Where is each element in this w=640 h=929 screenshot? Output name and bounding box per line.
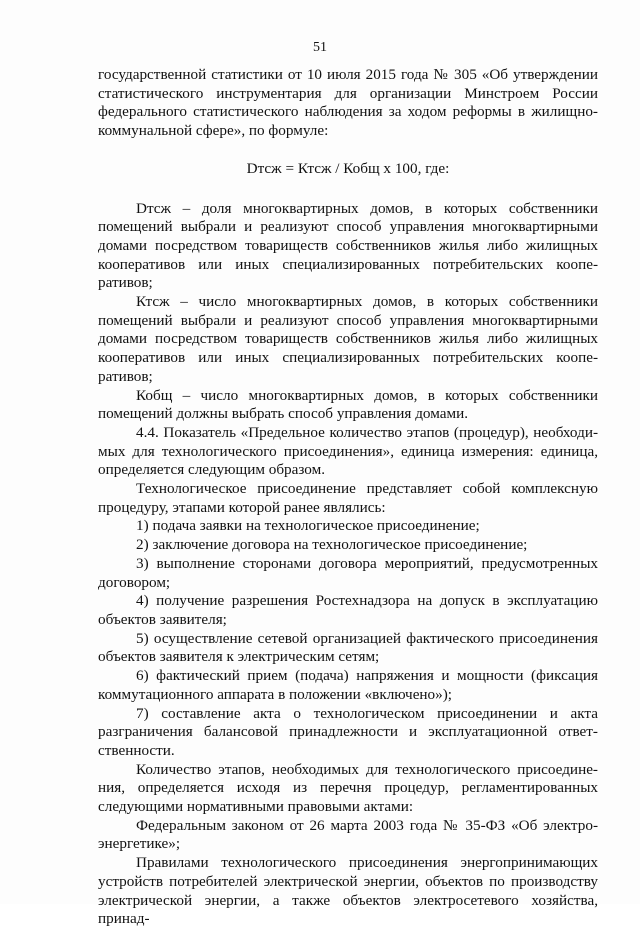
paragraph: Правилами технологического присоединения энергопринимающих устройств потребителей электрической энергии, объектов по производству электрической энергии, а также объектов электросетевого хозяйства, принад- [98,854,598,928]
paragraph: Кобщ – число многоквартирных домов, в которых собственники помещений должны выбрать способ управления домами. [98,386,598,423]
list-item: 5) осуществление сетевой организацией фактического присоединения объектов заявителя к электрическим сетям; [98,629,598,666]
paragraph: государственной статистики от 10 июля 2015 года № 305 «Об утверждении статистического инструментария для организации Минстроем России федерального статистического наблюдения за ходом реформы в жилищно-коммунальной сфере», по формуле: [98,66,598,140]
list-item: 2) заключение договора на технологическое присоединение; [136,536,528,554]
paragraph: Федеральным законом от 26 марта 2003 года № 35-ФЗ «Об электро-энергетике»; [98,816,598,853]
body-text [98,66,598,929]
paragraph: Технологическое присоединение представляет собой комплексную процедуру, этапами которой ранее являлись: [98,480,598,516]
list-item: 4) получение разрешения Ростехнадзора на допуск в эксплуатацию объектов заявителя; [98,592,598,628]
paragraph: Ктсж – число многоквартирных домов, в которых собственники помещений выбрали и реализуют способ управления многоквартирными домами посредством товариществ собственников жилья либо жилищных кооперативов или иных специализированных потребительских коопе-ративов; [98,293,598,385]
paragraph: Количество этапов, необходимых для технологического присоедине-ния, определяется исходя из перечня процедур, регламентированных следующими нормативными правовыми актами: [98,760,598,816]
list-item: 6) фактический прием (подача) напряжения и мощности (фиксация коммутационного аппарата в положении «включено»); [98,667,598,703]
list-item: 7) составление акта о технологическом присоединении и акта разграничения балансовой принадлежности и эксплуатационной ответ-ственности. [98,704,598,759]
list-item: 1) подача заявки на технологическое присоединение; [136,517,480,535]
paragraph: Dтсж – доля многоквартирных домов, в которых собственники помещений выбрали и реализуют способ управления многоквартирными домами посредством товариществ собственников жилья либо жилищных кооперативов или иных специализированных потребительских коопе-ративов; [98,199,598,292]
list-item: 3) выполнение сторонами договора мероприятий, предусмотренных договором; [98,554,598,591]
section-paragraph: 4.4. Показатель «Предельное количество этапов (процедур), необходи-мых для технологического присоединения», единица измерения: единица, определяется следующим образом. [98,423,598,479]
formula: Dтсж = Ктсж / Кобщ х 100, где: [246,159,450,177]
page-number: 51 [313,40,327,55]
